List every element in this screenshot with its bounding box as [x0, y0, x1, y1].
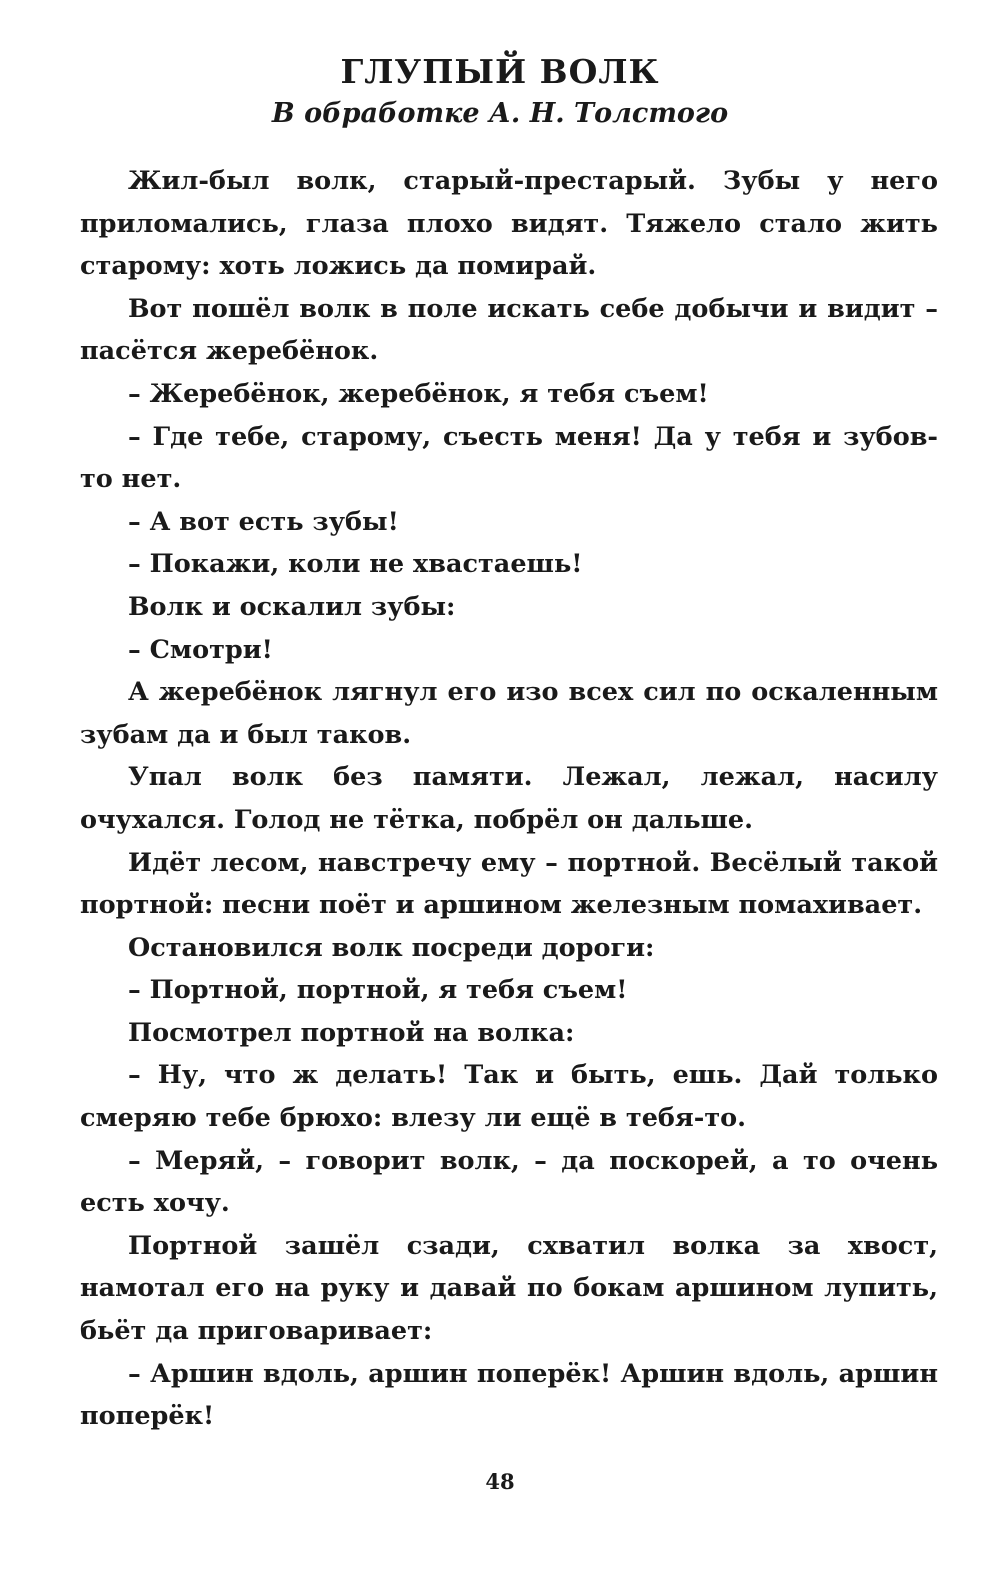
- paragraph: Вот пошёл волк в поле искать себе добычи и видит – пасётся жеребёнок.: [80, 293, 938, 367]
- paragraph: Портной зашёл сзади, схватил волка за хвост, намотал его на руку и давай по бокам аршином лупить, бьёт да приговаривает:: [80, 1230, 938, 1347]
- paragraph: – Смотри!: [128, 634, 273, 665]
- paragraph: Остановился волк посреди дороги:: [128, 932, 655, 963]
- story-title: ГЛУПЫЙ ВОЛК: [340, 52, 660, 91]
- paragraph: А жеребёнок лягнул его изо всех сил по оскаленным зубам да и был таков.: [80, 677, 938, 750]
- paragraph: – Покажи, коли не хвастаешь!: [128, 549, 583, 580]
- paragraph: – Меряй, – говорит волк, – да поскорей, а то очень есть хочу.: [80, 1145, 938, 1219]
- paragraph: – Жеребёнок, жеребёнок, я тебя съем!: [128, 378, 709, 409]
- story-header: [0, 48, 1000, 132]
- paragraph: – Аршин вдоль, аршин поперёк! Аршин вдоль, аршин поперёк!: [80, 1358, 938, 1432]
- story-body: [80, 160, 938, 1438]
- paragraph: – Ну, что ж делать! Так и быть, ешь. Дай только смеряю тебе брюхо: влезу ли ещё в тебя-то.: [80, 1060, 938, 1134]
- paragraph: Жил-был волк, старый-престарый. Зубы у него приломались, глаза плохо видят. Тяжело стало жить старому: хоть ложись да помирай.: [80, 166, 938, 282]
- paragraph: – Где тебе, старому, съесть меня! Да у тебя и зубов-то нет.: [80, 421, 938, 495]
- page-number: 48: [485, 1469, 515, 1494]
- paragraph: Идёт лесом, навстречу ему – портной. Весёлый такой портной: песни поёт и аршином железным помахивает.: [80, 847, 938, 921]
- paragraph: – Портной, портной, я тебя съем!: [128, 975, 628, 1006]
- paragraph: Волк и оскалил зубы:: [128, 591, 456, 622]
- paragraph: Посмотрел портной на волка:: [128, 1017, 575, 1048]
- paragraph: Упал волк без памяти. Лежал, лежал, насилу очухался. Голод не тётка, побрёл он дальше.: [80, 762, 938, 835]
- paragraph: – А вот есть зубы!: [128, 506, 399, 537]
- story-subtitle: В обработке А. Н. Толстого: [271, 98, 729, 129]
